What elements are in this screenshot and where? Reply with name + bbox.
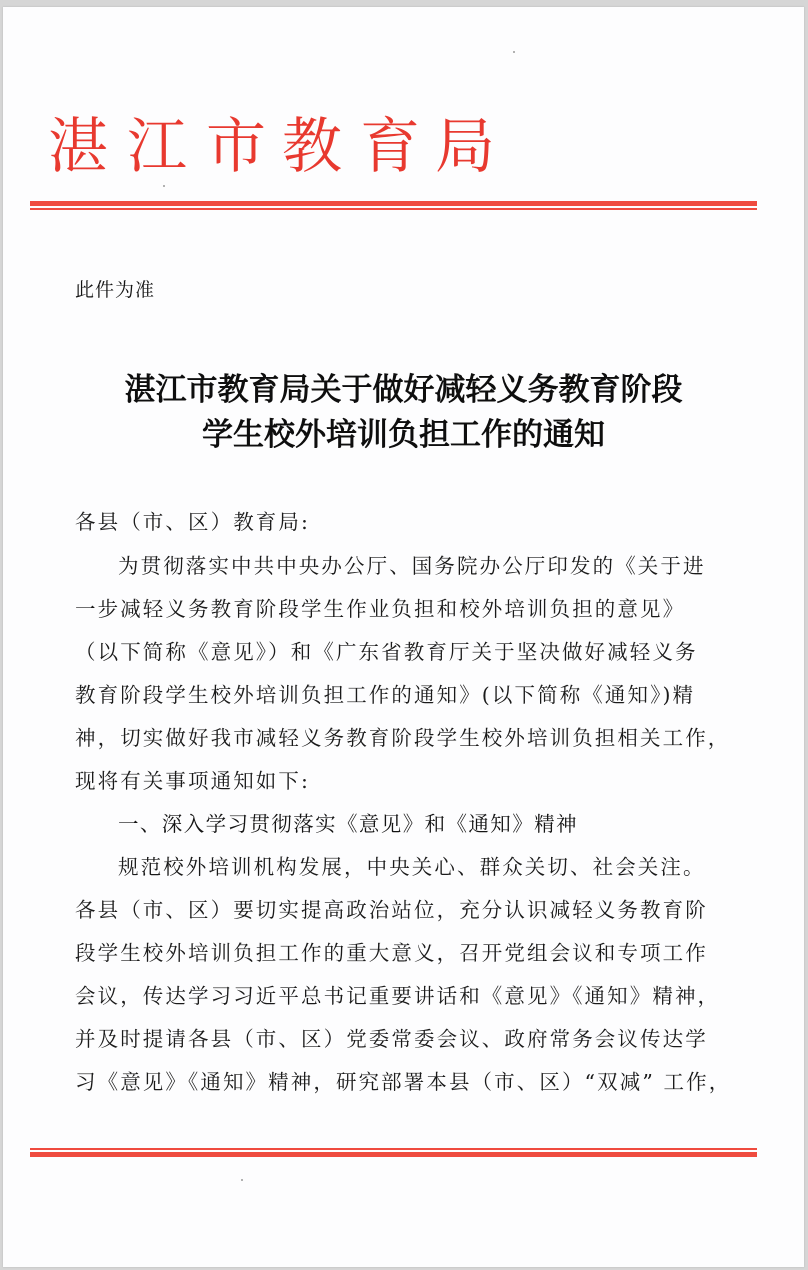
paragraph-line: 现将有关事项通知如下: [75, 769, 311, 793]
document-title-line-1: 湛江市教育局关于做好减轻义务教育阶段 [124, 372, 683, 408]
salutation: 各县（市、区）教育局: [75, 510, 311, 534]
document-page [3, 7, 804, 1267]
document-title-line-2: 学生校外培训负担工作的通知 [202, 417, 605, 453]
paragraph-line: 并及时提请各县（市、区）党委常委会议、政府常务会议传达学 [75, 1027, 708, 1051]
scan-speck [163, 185, 165, 187]
paragraph-line: 习《意见》《通知》精神，研究部署本县（市、区）“双减” 工作， [75, 1070, 732, 1094]
paragraph-line: 各县（市、区）要切实提高政治站位，充分认识减轻义务教育阶 [75, 898, 708, 922]
scan-speck [241, 1179, 243, 1181]
paragraph-line: 神，切实做好我市减轻义务教育阶段学生校外培训负担相关工作， [75, 726, 731, 750]
footer-red-rule [30, 1148, 757, 1157]
masthead [3, 107, 804, 187]
paragraph-line: 一步减轻义务教育阶段学生作业负担和校外培训负担的意见》 [75, 597, 686, 621]
masthead-char: 教 [282, 112, 342, 182]
masthead-char: 江 [127, 112, 187, 182]
paragraph-line: 教育阶段学生校外培训负担工作的通知》(以下简称《通知》)精 [75, 683, 696, 707]
paragraph-line: 段学生校外培训负担工作的重大意义，召开党组会议和专项工作 [75, 941, 708, 965]
paragraph-line: 为贯彻落实中共中央办公厅、国务院办公厅印发的《关于进 [118, 554, 706, 578]
section-heading: 一、深入学习贯彻落实《意见》和《通知》精神 [118, 812, 578, 836]
stamp-note: 此件为准 [75, 279, 156, 301]
paragraph-line: 规范校外培训机构发展，中央关心、群众关切、社会关注。 [118, 855, 706, 879]
masthead-char: 育 [360, 112, 420, 182]
scan-speck [513, 51, 515, 53]
masthead-char: 湛 [48, 112, 108, 182]
paragraph-line: 会议，传达学习习近平总书记重要讲话和《意见》《通知》精神， [75, 984, 721, 1008]
paragraph-line: （以下简称《意见》）和《广东省教育厅关于坚决做好减轻义务 [75, 640, 698, 664]
masthead-char: 市 [206, 112, 266, 182]
masthead-char: 局 [435, 112, 495, 182]
header-red-rule [30, 201, 757, 210]
